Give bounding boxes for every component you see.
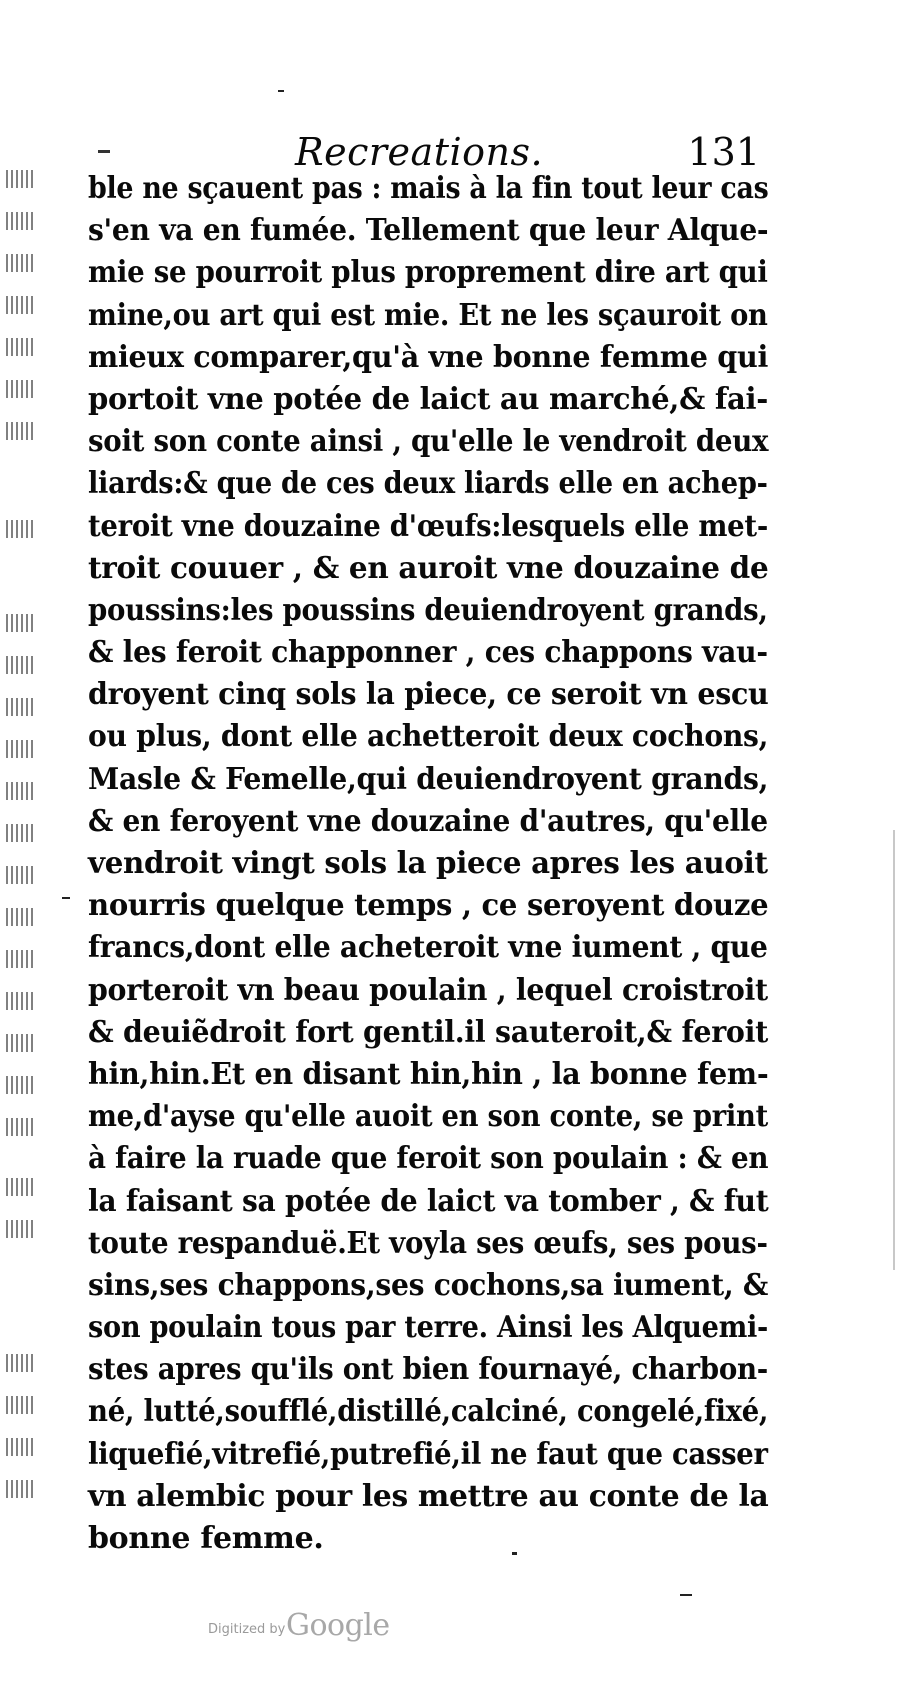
margin-mark: [6, 698, 36, 716]
margin-mark: [6, 614, 36, 632]
ink-speck: [278, 90, 284, 92]
text-line: né, lutté,soufflé,distillé,calciné, congelé,fixé,: [88, 1394, 769, 1430]
margin-mark: [6, 170, 36, 188]
text-line: sins,ses chappons,ses cochons,sa iument, &: [88, 1267, 769, 1303]
margin-mark: [6, 1438, 36, 1456]
margin-mark: [6, 824, 36, 842]
margin-mark: [6, 782, 36, 800]
text-line: & deuiẽdroit fort gentil.il sauteroit,& feroit: [88, 1014, 768, 1050]
main-text: [88, 168, 768, 1560]
ink-speck: [62, 897, 70, 899]
running-head: Recreations.: [295, 130, 544, 174]
margin-mark: [6, 1220, 36, 1238]
margin-mark: [6, 1396, 36, 1414]
text-line: toute respanduë.Et voyla ses œufs, ses pous-: [88, 1225, 768, 1261]
margin-mark: [6, 908, 36, 926]
text-line: liards:& que de ces deux liards elle en achep-: [88, 466, 768, 502]
text-line: portoit vne potée de laict au marché,& fai-: [88, 381, 769, 417]
text-line: la faisant sa potée de laict va tomber , & fut: [88, 1183, 769, 1219]
text-line: vendroit vingt sols la piece apres les auoit: [88, 846, 768, 881]
margin-mark: [6, 866, 36, 884]
margin-mark: [6, 1076, 36, 1094]
text-line: mine,ou art qui est mie. Et ne les sçauroit on: [88, 297, 768, 333]
text-line: & en feroyent vne douzaine d'autres, qu'elle: [88, 803, 768, 839]
margin-mark: [6, 254, 36, 272]
text-line: teroit vne douzaine d'œufs:lesquels elle met-: [88, 508, 768, 544]
margin-mark: [6, 1480, 36, 1498]
text-line: troit couuer , & en auroit vne douzaine de: [88, 550, 769, 586]
margin-mark: [6, 1354, 36, 1372]
text-line: à faire la ruade que feroit son poulain : & en: [88, 1141, 769, 1177]
digitized-by-label: Digitized by: [208, 1622, 286, 1637]
text-line: francs,dont elle acheteroit vne iument , que: [88, 930, 768, 966]
text-line: porteroit vn beau poulain , lequel croistroit: [88, 972, 768, 1008]
text-line: poussins:les poussins deuiendroyent grands,: [88, 592, 768, 628]
text-line: mieux comparer,qu'à vne bonne femme qui: [88, 339, 769, 375]
page-number: 131: [687, 130, 760, 174]
margin-mark: [6, 950, 36, 968]
margin-mark: [6, 1034, 36, 1052]
ink-speck: [512, 1552, 517, 1555]
text-line: me,d'ayse qu'elle auoit en son conte, se print: [88, 1099, 768, 1135]
text-line: & les feroit chapponner , ces chappons vau-: [88, 635, 768, 671]
text-line: mie se pourroit plus proprement dire art qui: [88, 255, 768, 291]
margin-mark: [6, 422, 36, 440]
text-line: soit son conte ainsi , qu'elle le vendroit deux: [88, 424, 769, 460]
margin-mark: [6, 338, 36, 356]
text-line: ble ne sçauent pas : mais à la fin tout leur cas: [88, 171, 769, 206]
margin-mark: [6, 296, 36, 314]
digitization-watermark: [208, 1608, 398, 1648]
text-line: droyent cinq sols la piece, ce seroit vn escu: [88, 677, 769, 713]
margin-mark: [6, 1178, 36, 1196]
margin-mark: [6, 992, 36, 1010]
text-line: Masle & Femelle,qui deuiendroyent grands,: [88, 761, 769, 797]
text-line: s'en va en fumée. Tellement que leur Alque-: [88, 213, 769, 249]
text-line: nourris quelque temps , ce seroyent douze: [88, 888, 769, 924]
text-line: stes apres qu'ils ont bien fournayé, charbon-: [88, 1352, 769, 1388]
margin-mark: [6, 212, 36, 230]
text-line: vn alembic pour les mettre au conte de la: [88, 1478, 769, 1514]
google-logo: Google: [286, 1608, 390, 1643]
text-line: liquefié,vitrefié,putrefié,il ne faut que casser: [88, 1436, 768, 1472]
text-line: son poulain tous par terre. Ainsi les Alquemi-: [88, 1310, 769, 1346]
text-line: hin,hin.Et en disant hin,hin , la bonne fem-: [88, 1056, 769, 1092]
ink-speck: [680, 1594, 692, 1596]
header-mark: [98, 150, 110, 153]
margin-mark: [6, 656, 36, 674]
margin-mark: [6, 1118, 36, 1136]
page-edge-shadow: [893, 830, 895, 1270]
margin-mark: [6, 380, 36, 398]
margin-mark: [6, 520, 36, 538]
text-line: ou plus, dont elle achetteroit deux cochons,: [88, 719, 769, 755]
text-line: bonne femme.: [88, 1521, 324, 1556]
margin-mark: [6, 740, 36, 758]
